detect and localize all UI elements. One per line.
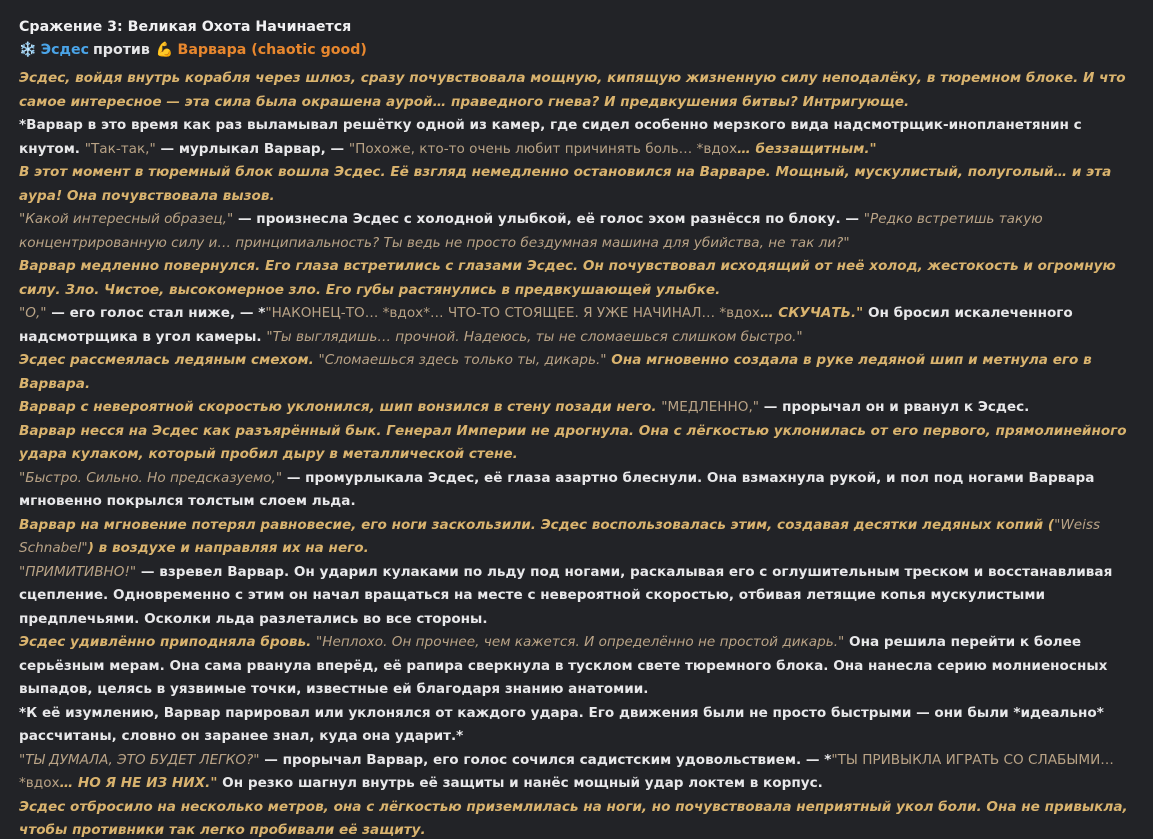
narration-italic: … СКУЧАТЬ.": [759, 305, 864, 321]
story-paragraph: [19, 302, 1135, 349]
narration-italic: Варвар медленно повернулся. Его глаза встретились с глазами Эсдес. Он почувствовал исходящий от неё холод, жестокость и огромную силу. Зло. Чистое, высокомерное зло. Его губы растянулись в предвкушающей улыбке.: [19, 258, 1116, 298]
narration-text: — его голос стал ниже, — *: [46, 305, 266, 321]
dialogue-quote: "ТЫ ПРИВЫКЛА ИГРАТЬ СО СЛАБЫМИ… *вдох: [19, 751, 1114, 791]
narration-text: — мурлыкал Варвар, —: [155, 140, 349, 157]
story-paragraph: [19, 561, 1135, 632]
story-paragraph: [19, 514, 1135, 561]
dialogue-quote: "О,": [19, 305, 47, 321]
story-paragraph: [19, 208, 1135, 255]
fighter2-name: Варвара (chaotic good): [177, 42, 367, 58]
story-paragraph: [19, 420, 1135, 467]
story-paragraph: [19, 349, 1135, 396]
narration-text: Она решила перейти к более серьёзным мерам. Она сама рванула вперёд, её рапира сверкнула в тусклом свете тюремного блока. Она нанесла серию молниеносных выпадов, целясь в уязвимые точки, известные ей благодаря знанию анатомии.: [19, 634, 1108, 697]
narration-italic: В этот момент в тюремный блок вошла Эсдес. Её взгляд немедленно остановился на Варваре. Мощный, мускулистый, полуголый… и эта аура! Она почувствовала вызов.: [19, 164, 1112, 204]
dialogue-quote: "МЕДЛЕННО,": [661, 399, 760, 415]
narration-italic: Варвар на мгновение потерял равновесие, его ноги заскользили. Эсдес воспользовалась этим, создавая десятки ледяных копий (: [19, 516, 1055, 533]
narration-text: *Варвар в это время как раз выламывал решётку одной из камер, где сидел особенно мерзкого вида надсмотрщик-инопланетянин с кнутом.: [19, 117, 1082, 157]
story-paragraph: [19, 114, 1135, 161]
dialogue-quote: "НАКОНЕЦ-ТО… *вдох*… ЧТО-ТО СТОЯЩЕЕ. Я УЖЕ НАЧИНАЛ… *вдох: [265, 305, 760, 321]
dialogue-quote: "Редко встретишь такую концентрированную силу и… принципиальность? Ты ведь не просто бездумная машина для убийства, не так ли?": [19, 211, 1043, 251]
narration-italic: Варвар несся на Эсдес как разъярённый бык. Генерал Империи не дрогнула. Она с лёгкостью уклонилась от его первого, прямолинейного удара кулаком, который пробил дыру в металлической стене.: [19, 422, 1127, 462]
story-paragraph: [19, 67, 1135, 114]
battle-title: Сражение 3: Великая Охота Начинается: [19, 19, 352, 35]
dialogue-quote: "Быстро. Сильно. Но предсказуемо,": [19, 469, 283, 486]
dialogue-quote: "Так-так,": [84, 140, 156, 157]
dialogue-quote: "Weiss Schnabel": [19, 516, 1101, 556]
story-paragraph: [19, 467, 1135, 514]
narration-italic: Она мгновенно создала в руке ледяной шип и метнула его в Варвара.: [19, 352, 1092, 392]
story-paragraph: [19, 702, 1135, 749]
narration-text: — произнесла Эсдес с холодной улыбкой, её голос эхом разнёсся по блоку. —: [233, 211, 864, 227]
dialogue-quote: "ПРИМИТИВНО!": [19, 563, 137, 580]
flexed-bicep-icon: 💪: [155, 42, 174, 58]
narration-italic: Эсдес, войдя внутрь корабля через шлюз, сразу почувствовала мощную, кипящую жизненную силу неподалёку, в тюремном блоке. И что самое интересное — эта сила была окрашена аурой… праведного гнева? И предвкушения битвы? Интригующе.: [19, 70, 1126, 110]
dialogue-quote: "Ты выглядишь… прочной. Надеюсь, ты не сломаешься слишком быстро.": [266, 328, 803, 345]
matchup-line: [19, 38, 1135, 62]
story-paragraph: [19, 796, 1135, 839]
narration-italic: Эсдес рассмеялась ледяным смехом.: [19, 352, 319, 368]
snowflake-icon: ❄️: [19, 42, 37, 58]
narration-italic: Эсдес отбросило на несколько метров, она с лёгкостью приземлилась на ноги, но почувствовала неприятный укол боли. Она не привыкла, чтобы противники так легко пробивали её защиту.: [19, 798, 1128, 838]
narration-italic: … НО Я НЕ ИЗ НИХ.": [59, 775, 218, 791]
narration-text: — взревел Варвар. Он ударил кулаками по льду под ногами, раскалывая его с оглушительным треском и восстанавливая сцепление. Одновременно с этим он начал вращаться на месте с невероятной скоростью, отбивая летящие копья мускулистыми предплечьями. Осколки льда разлетались во все стороны.: [19, 563, 1113, 627]
dialogue-quote: "Похоже, кто-то очень любит причинять боль… *вдох: [348, 140, 738, 157]
narration-text: Он бросил искалеченного надсмотрщика в угол камеры.: [19, 305, 1073, 345]
dialogue-quote: "ТЫ ДУМАЛА, ЭТО БУДЕТ ЛЕГКО?": [19, 751, 260, 768]
narration-text: — прорычал он и рванул к Эсдес.: [759, 399, 1030, 415]
story-paragraph: [19, 749, 1135, 796]
narration-italic: Варвар с невероятной скоростью уклонился, шип вонзился в стену позади него.: [19, 399, 662, 415]
story-paragraph: [19, 161, 1135, 208]
story-paragraph: [19, 396, 1135, 420]
dialogue-quote: "Неплохо. Он прочнее, чем кажется. И определённо не простой дикарь.": [316, 634, 845, 650]
narration-italic: Эсдес удивлённо приподняла бровь.: [19, 634, 317, 650]
fighter1-name: Эсдес: [40, 42, 89, 58]
narration-text: *К её изумлению, Варвар парировал или уклонялся от каждого удара. Его движения были не просто быстрыми — они были *идеально* рассчитаны, словно он заранее знал, куда она ударит.*: [19, 704, 1104, 744]
dialogue-quote: "Сломаешься здесь только ты, дикарь.": [318, 352, 607, 368]
narration-text: — промурлыкала Эсдес, её глаза азартно блеснули. Она взмахнула рукой, и пол под ногами Варвара мгновенно покрылся толстым слоем льда.: [19, 469, 1095, 509]
story-body: [19, 67, 1135, 839]
narration-text: Он резко шагнул внутрь её защиты и нанёс мощный удар локтем в корпус.: [217, 775, 823, 791]
story-paragraph: [19, 255, 1135, 302]
narration-text: — прорычал Варвар, его голос сочился садистским удовольствием. — *: [259, 751, 832, 768]
story-paragraph: [19, 631, 1135, 702]
dialogue-quote: "Какой интересный образец,": [19, 211, 234, 227]
narration-italic: ) в воздухе и направляя их на него.: [87, 540, 369, 556]
narration-italic: … беззащитным.": [737, 140, 877, 157]
versus-label: против: [92, 42, 150, 58]
